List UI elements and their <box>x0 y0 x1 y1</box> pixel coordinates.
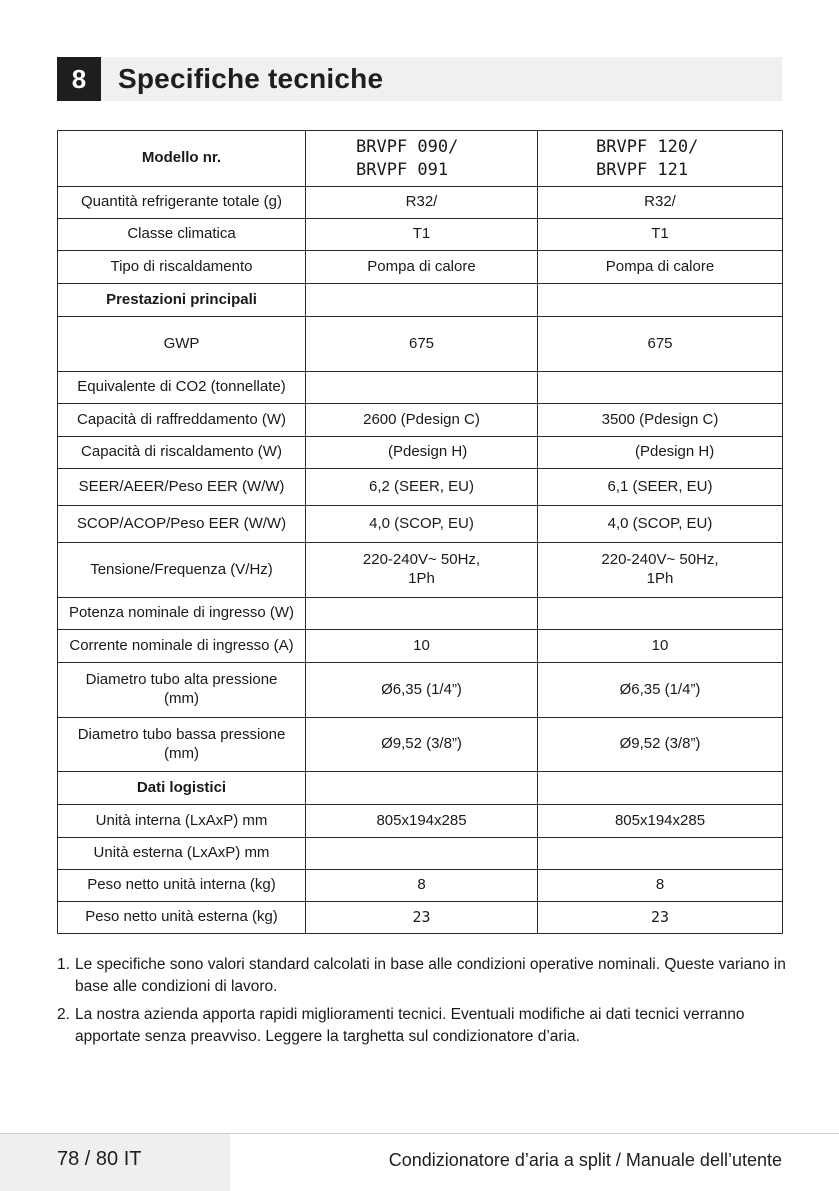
model-1-line-2: BRVPF 091 <box>356 159 449 180</box>
row-label <box>58 663 306 718</box>
row-value-1: Ø6,35 (1/4”) <box>306 663 538 718</box>
table-row <box>58 718 783 772</box>
row-label: Capacità di riscaldamento (W) <box>58 437 306 469</box>
row-value-1: T1 <box>306 219 538 251</box>
row-label: Capacità di raffreddamento (W) <box>58 404 306 437</box>
row-value-2: 8 <box>538 870 783 902</box>
row-value-2 <box>538 772 783 805</box>
table-row <box>58 469 783 506</box>
row-value-2: Pompa di calore <box>538 251 783 284</box>
model-2-line-1: BRVPF 120/ <box>596 137 699 158</box>
table-row <box>58 838 783 870</box>
row-label: GWP <box>58 317 306 372</box>
row-label: Unità esterna (LxAxP) mm <box>58 838 306 870</box>
row-label: Unità interna (LxAxP) mm <box>58 805 306 838</box>
row-value-1: 6,2 (SEER, EU) <box>306 469 538 506</box>
row-label-section: Dati logistici <box>58 772 306 805</box>
spec-table <box>57 130 783 934</box>
row-value-2 <box>538 284 783 317</box>
row-value-1 <box>306 543 538 598</box>
row-value-2 <box>538 598 783 630</box>
note-text: La nostra azienda apporta rapidi miglioramenti tecnici. Eventuali modifiche ai dati tecnici verranno apportate senza preavviso. Leggere la targhetta sul condizionatore d’aria. <box>75 1005 745 1046</box>
model-col-1 <box>306 131 538 187</box>
row-value-1 <box>306 372 538 404</box>
note-item <box>57 954 787 999</box>
row-value-1: 675 <box>306 317 538 372</box>
row-label-line-2: (mm) <box>164 744 199 762</box>
row-value-2: 23 <box>538 902 783 934</box>
row-label: SCOP/ACOP/Peso EER (W/W) <box>58 506 306 543</box>
model-col-2 <box>538 131 783 187</box>
row-value-1: 805x194x285 <box>306 805 538 838</box>
table-row <box>58 404 783 437</box>
note-number: 1. <box>57 956 70 973</box>
row-label: Peso netto unità esterna (kg) <box>58 902 306 934</box>
table-row <box>58 663 783 718</box>
document-title: Condizionatore d’aria a split / Manuale dell’utente <box>388 1150 782 1170</box>
row-value-1: 8 <box>306 870 538 902</box>
row-value-2 <box>538 838 783 870</box>
row-value-1: 23 <box>306 902 538 934</box>
row-value-1 <box>306 838 538 870</box>
row-value-2: 6,1 (SEER, EU) <box>538 469 783 506</box>
model-label: Modello nr. <box>58 131 306 187</box>
row-value-2: R32/ <box>538 187 783 219</box>
table-row <box>58 598 783 630</box>
row-value-2: Ø9,52 (3/8”) <box>538 718 783 772</box>
row-label: Tipo di riscaldamento <box>58 251 306 284</box>
table-row <box>58 543 783 598</box>
table-row <box>58 219 783 251</box>
table-row <box>58 251 783 284</box>
row-value-1 <box>306 284 538 317</box>
notes-list <box>57 954 787 1054</box>
row-value-2: 3500 (Pdesign C) <box>538 404 783 437</box>
table-row <box>58 187 783 219</box>
row-label: Corrente nominale di ingresso (A) <box>58 630 306 663</box>
row-value-1: 4,0 (SCOP, EU) <box>306 506 538 543</box>
row-value-1: 10 <box>306 630 538 663</box>
row-value-2: T1 <box>538 219 783 251</box>
table-row <box>58 902 783 934</box>
row-value-1-line-1: 220-240V~ 50Hz, <box>362 551 481 569</box>
table-row <box>58 317 783 372</box>
row-value-2: 805x194x285 <box>538 805 783 838</box>
row-label: Peso netto unità interna (kg) <box>58 870 306 902</box>
table-header-row <box>58 131 783 187</box>
row-value-2 <box>538 543 783 598</box>
table-row <box>58 437 783 469</box>
row-value-1: Pompa di calore <box>306 251 538 284</box>
row-value-2: 4,0 (SCOP, EU) <box>538 506 783 543</box>
row-value-2: (Pdesign H) <box>538 437 783 469</box>
table-row <box>58 372 783 404</box>
note-number: 2. <box>57 1005 70 1023</box>
note-item <box>57 1004 787 1049</box>
table-row <box>58 870 783 902</box>
row-value-2-line-1: 220-240V~ 50Hz, <box>601 551 719 569</box>
model-1-line-1: BRVPF 090/ <box>356 137 459 158</box>
row-value-2-line-2: 1Ph <box>646 570 674 587</box>
row-value-2: Ø6,35 (1/4”) <box>538 663 783 718</box>
table-row <box>58 284 783 317</box>
row-label-line-1: Diametro tubo bassa pressione <box>77 725 286 743</box>
page-number: 78 / 80 IT <box>57 1148 142 1170</box>
row-value-2: 10 <box>538 630 783 663</box>
table-row <box>58 506 783 543</box>
row-label-line-1: Diametro tubo alta pressione <box>85 671 278 689</box>
table-row <box>58 772 783 805</box>
table-row <box>58 630 783 663</box>
row-label: Equivalente di CO2 (tonnellate) <box>58 372 306 404</box>
row-value-1: Ø9,52 (3/8”) <box>306 718 538 772</box>
row-label-line-2: (mm) <box>164 690 199 707</box>
row-value-1: R32/ <box>306 187 538 219</box>
section-number: 8 <box>57 57 101 101</box>
row-value-1: 2600 (Pdesign C) <box>306 404 538 437</box>
row-label-section: Prestazioni principali <box>58 284 306 317</box>
model-2-line-2: BRVPF 121 <box>596 159 689 180</box>
row-label: Quantità refrigerante totale (g) <box>58 187 306 219</box>
row-value-2 <box>538 372 783 404</box>
table-row <box>58 805 783 838</box>
row-label: Tensione/Frequenza (V/Hz) <box>58 543 306 598</box>
row-value-1 <box>306 772 538 805</box>
row-value-1: (Pdesign H) <box>306 437 538 469</box>
row-label: Potenza nominale di ingresso (W) <box>58 598 306 630</box>
section-title: Specifiche tecniche <box>118 63 384 94</box>
note-text: Le specifiche sono valori standard calcolati in base alle condizioni operative nominali. Queste variano in base alle condizioni di lavoro. <box>75 956 786 996</box>
row-value-1 <box>306 598 538 630</box>
row-label: Classe climatica <box>58 219 306 251</box>
row-value-2: 675 <box>538 317 783 372</box>
row-value-1-line-2: 1Ph <box>408 570 435 587</box>
row-label: SEER/AEER/Peso EER (W/W) <box>58 469 306 506</box>
row-label <box>58 718 306 772</box>
